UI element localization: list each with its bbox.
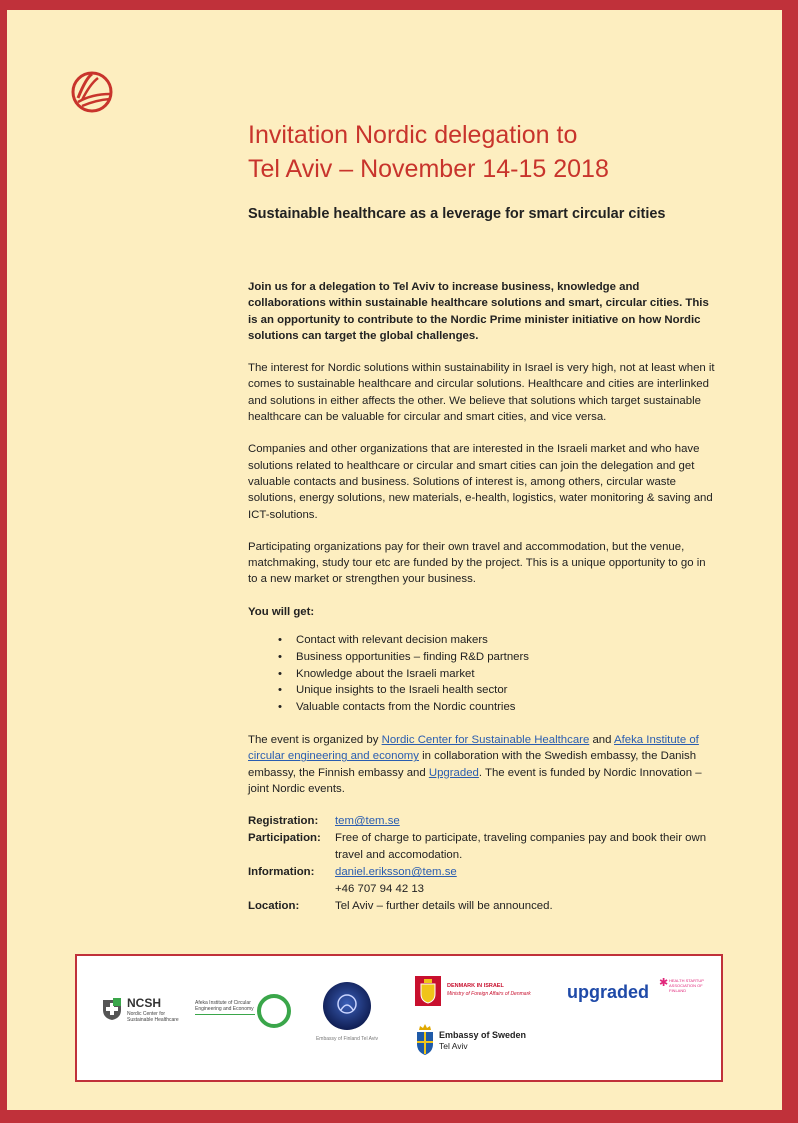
afeka-name: Afeka Institute of Circular Engineering and Economy xyxy=(195,1000,255,1015)
list-item: • Valuable contacts from the Nordic countries xyxy=(278,699,718,716)
finland-emblem-icon xyxy=(321,980,373,1032)
sweden-embassy-name: Embassy of Sweden xyxy=(439,1030,527,1040)
denmark-name: DENMARK IN ISRAEL xyxy=(447,983,504,989)
information-label: Information: xyxy=(248,866,315,879)
upgraded-logo xyxy=(567,976,717,1010)
benefits-list xyxy=(278,632,718,716)
organizers-text-4: . The event is funded by Nordic Innovation – joint Nordic events. xyxy=(248,766,702,795)
location-label: Location: xyxy=(248,900,300,913)
organizers-text-1: The event is organized by xyxy=(248,734,382,747)
ncsh-subtitle: Nordic Center for Sustainable Healthcare xyxy=(127,1011,179,1023)
participation-value: Free of charge to participate, traveling companies pay and book their own travel and accomodation. xyxy=(335,832,707,862)
table-row xyxy=(248,813,718,830)
intro-paragraph: Join us for a delegation to Tel Aviv to increase business, knowledge and collaborations within sustainable healthcare solutions and smart, circular cities. This is an opportunity to contribute to the Nordic Prime minister initiative on how Nordic solutions can target the global challenges. xyxy=(248,281,709,342)
participation-label: Participation: xyxy=(248,832,321,845)
list-item: • Contact with relevant decision makers xyxy=(278,632,718,649)
title-line-2: Tel Aviv – November 14-15 2018 xyxy=(248,155,609,183)
sweden-embassy-city: Tel Aviv xyxy=(439,1041,468,1051)
partner-logos-box xyxy=(75,954,723,1082)
list-item: • Business opportunities – finding R&D partners xyxy=(278,649,718,666)
afeka-link[interactable]: Afeka Institute of circular engineering and economy xyxy=(248,734,699,763)
denmark-subtitle: Ministry of Foreign Affairs of Denmark xyxy=(447,991,531,997)
ncsh-cross-icon xyxy=(99,996,125,1022)
ncsh-logo xyxy=(99,994,189,1030)
list-item: • Knowledge about the Israeli market xyxy=(278,666,718,683)
upgraded-name: upgraded xyxy=(567,982,650,1002)
table-row xyxy=(248,830,718,864)
body-column xyxy=(248,279,718,915)
details-table xyxy=(248,813,718,915)
page-title xyxy=(248,118,748,186)
information-phone: +46 707 94 42 13 xyxy=(335,883,424,896)
denmark-logo xyxy=(415,976,555,1010)
upgraded-link[interactable]: Upgraded xyxy=(428,766,479,779)
registration-label: Registration: xyxy=(248,815,319,828)
list-item: • Unique insights to the Israeli health sector xyxy=(278,682,718,699)
ncsh-name: NCSH xyxy=(127,996,162,1010)
title-line-1: Invitation Nordic delegation to xyxy=(248,121,578,149)
finland-embassy-name: Embassy of Finland Tel Aviv xyxy=(315,1036,379,1042)
ncsh-link[interactable]: Nordic Center for Sustainable Healthcare xyxy=(381,734,590,747)
paragraph-companies: Companies and other organizations that are interested in the Israeli market and who have solutions related to healthcare or circular and smart cities can join the delegation and get valuable contacts and business. Solutions of interest is, among others, circular waste solutions, energy solutions, new materials, e-health, logistics, water monitoring & saving and ICT-solutions. xyxy=(248,443,713,521)
paragraph-interest: The interest for Nordic solutions within sustainability in Israel is very high, not at least when it comes to sustainable healthcare and circular solutions. Healthcare and cities are interlinked and solutions in either affects the other. We believe that solutions which target sustainable healthcare can be valuable for circular and smart cities, and vice versa. xyxy=(248,362,715,424)
paragraph-participation: Participating organizations pay for their own travel and accommodation, but the venue, matchmaking, study tour etc are funded by the project. This is a unique opportunity to go in to a new market or strengthen your business. xyxy=(248,540,706,586)
denmark-crest-icon xyxy=(415,976,441,1006)
nordic-council-logo xyxy=(68,68,116,116)
organizers-text-3: in collaboration with the Swedish embassy, the Danish embassy, the Finnish embassy and xyxy=(248,750,697,779)
organizers-paragraph xyxy=(248,732,718,797)
location-value: Tel Aviv – further details will be announced. xyxy=(335,900,553,913)
benefits-heading: You will get: xyxy=(248,605,315,618)
organizers-text-2: and xyxy=(589,734,614,747)
table-row xyxy=(248,881,718,898)
finland-embassy-logo xyxy=(312,980,382,1056)
registration-email-link[interactable]: tem@tem.se xyxy=(335,815,400,828)
table-row xyxy=(248,898,718,915)
upgraded-star-icon: ✱ xyxy=(659,977,669,989)
page-subtitle: Sustainable healthcare as a leverage for smart circular cities xyxy=(248,206,666,222)
sweden-crest-icon xyxy=(415,1022,435,1056)
upgraded-subtitle: HEALTH STARTUP ASSOCIATION OF FINLAND xyxy=(669,978,704,993)
afeka-ring-icon xyxy=(255,992,293,1030)
afeka-logo xyxy=(195,992,295,1032)
sweden-embassy-logo xyxy=(415,1022,535,1060)
information-email-link[interactable]: daniel.eriksson@tem.se xyxy=(335,866,457,879)
table-row xyxy=(248,864,718,881)
